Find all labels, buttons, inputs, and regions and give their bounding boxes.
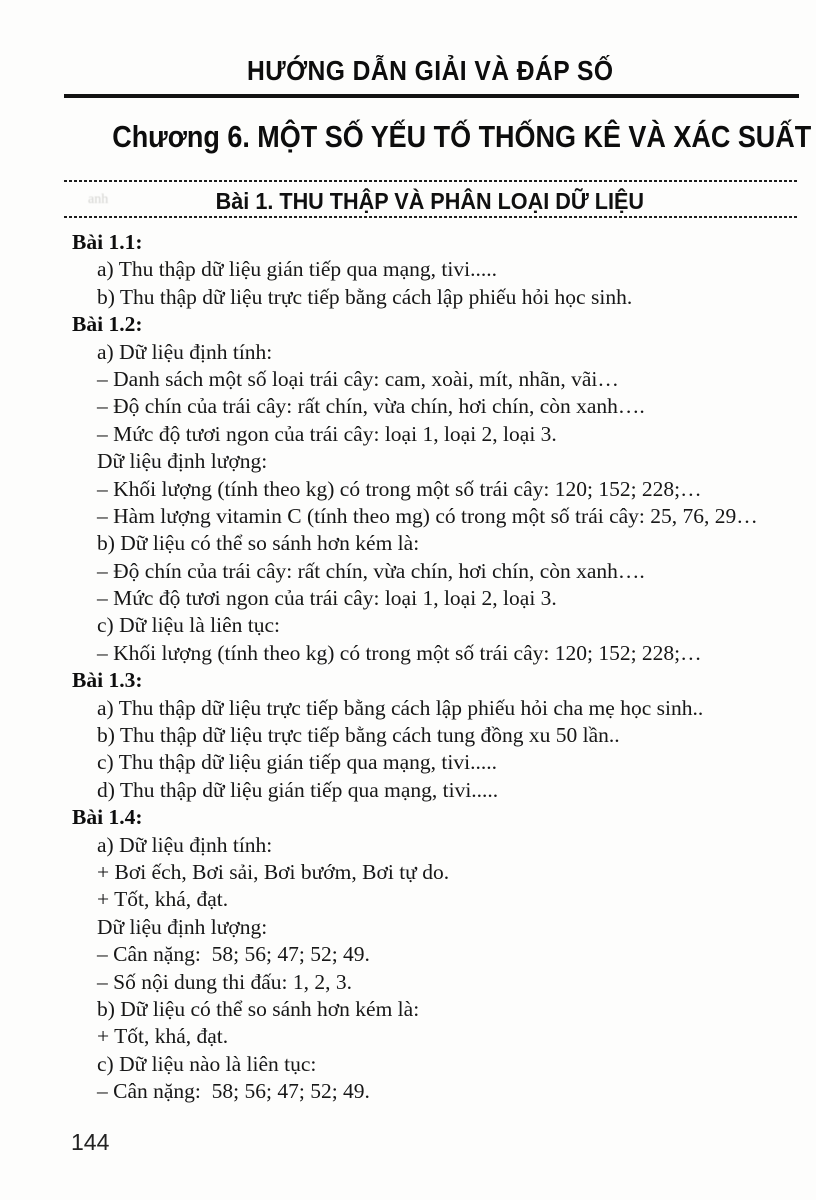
solution-line: a) Thu thập dữ liệu gián tiếp qua mạng, tivi..... — [97, 257, 497, 282]
solution-line: c) Thu thập dữ liệu gián tiếp qua mạng, tivi..... — [97, 750, 497, 775]
solution-line: a) Thu thập dữ liệu trực tiếp bằng cách lập phiếu hỏi cha mẹ học sinh.. — [97, 695, 704, 720]
solution-line: – Số nội dung thi đấu: 1, 2, 3. — [97, 969, 353, 994]
solution-line: + Tốt, khá, đạt. — [97, 1024, 229, 1049]
chapter-title-text: Chương 6. MỘT SỐ YẾU TỐ THỐNG KÊ VÀ XÁC SUẤT — [112, 119, 812, 154]
solution-line: – Độ chín của trái cây: rất chín, vừa chín, hơi chín, còn xanh…. — [97, 558, 645, 583]
lesson-rule-top — [64, 180, 799, 182]
page-header-title — [60, 55, 800, 87]
solution-line: – Hàm lượng vitamin C (tính theo mg) có trong một số trái cây: 25, 76, 29… — [97, 503, 758, 528]
solution-line: a) Dữ liệu định tính: — [97, 832, 273, 857]
page-number: 144 — [71, 1129, 110, 1155]
solution-line: b) Dữ liệu có thể so sánh hơn kém là: — [97, 531, 420, 556]
solution-line: b) Thu thập dữ liệu trực tiếp bằng cách lập phiếu hỏi học sinh. — [97, 284, 633, 309]
solution-line: – Cân nặng: 58; 56; 47; 52; 49. — [97, 1079, 370, 1104]
solution-line: + Tốt, khá, đạt. — [97, 887, 229, 912]
solution-line: d) Thu thập dữ liệu gián tiếp qua mạng, tivi..... — [97, 777, 499, 802]
scan-bleed-artifact: anh — [88, 192, 109, 207]
page-header-title-text: HƯỚNG DẪN GIẢI VÀ ĐÁP SỐ — [246, 55, 614, 86]
chapter-title — [60, 119, 812, 155]
solution-line: Dữ liệu định lượng: — [97, 914, 268, 939]
lesson-title — [60, 188, 800, 215]
solution-content — [72, 229, 778, 1106]
solution-line: – Độ chín của trái cây: rất chín, vừa chín, hơi chín, còn xanh…. — [97, 394, 645, 419]
solution-line: + Bơi ếch, Bơi sải, Bơi bướm, Bơi tự do. — [97, 859, 450, 884]
solution-line: – Cân nặng: 58; 56; 47; 52; 49. — [97, 942, 370, 967]
exercise-heading: Bài 1.4: — [72, 805, 143, 830]
exercise-heading: Bài 1.2: — [72, 312, 143, 337]
solution-line: – Khối lượng (tính theo kg) có trong một số trái cây: 120; 152; 228;… — [97, 640, 702, 665]
solution-line: – Khối lượng (tính theo kg) có trong một số trái cây: 120; 152; 228;… — [97, 476, 702, 501]
exercise-heading: Bài 1.1: — [72, 230, 143, 254]
solution-line: Dữ liệu định lượng: — [97, 449, 268, 474]
solution-line: – Danh sách một số loại trái cây: cam, xoài, mít, nhãn, vãi… — [97, 366, 619, 391]
solution-line: – Mức độ tươi ngon của trái cây: loại 1, loại 2, loại 3. — [97, 421, 557, 446]
solution-line: b) Thu thập dữ liệu trực tiếp bằng cách tung đồng xu 50 lần.. — [97, 723, 620, 748]
solution-line: a) Dữ liệu định tính: — [97, 339, 273, 364]
solution-line: c) Dữ liệu là liên tục: — [97, 613, 280, 638]
solution-line: – Mức độ tươi ngon của trái cây: loại 1, loại 2, loại 3. — [97, 586, 557, 611]
lesson-rule-bottom — [64, 216, 799, 218]
header-rule — [64, 94, 799, 98]
solution-line: b) Dữ liệu có thể so sánh hơn kém là: — [97, 996, 420, 1021]
exercise-heading: Bài 1.3: — [72, 668, 143, 693]
lesson-title-text: Bài 1. THU THẬP VÀ PHÂN LOẠI DỮ LIỆU — [215, 188, 645, 214]
solution-line: c) Dữ liệu nào là liên tục: — [97, 1051, 317, 1076]
